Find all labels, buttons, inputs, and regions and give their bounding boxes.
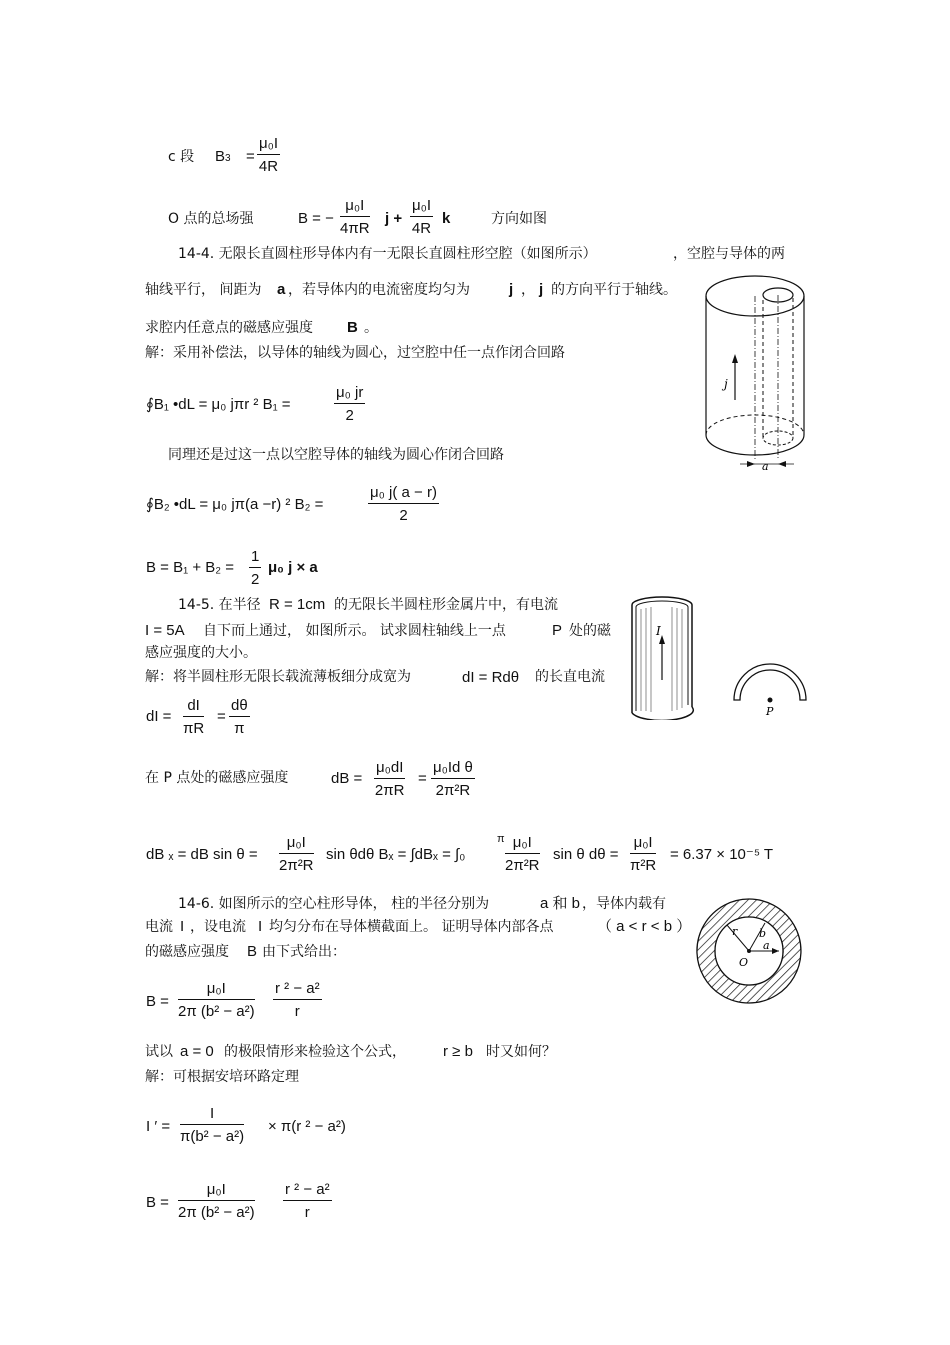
problem-14-6-check-a: 试以 <box>145 1044 173 1060</box>
o-point-vector-j: j + <box>385 210 403 227</box>
problem-14-6-condition-2: r ≥ b <box>443 1043 473 1060</box>
symbol-B: B <box>347 319 358 336</box>
equation-14-4-2: ∮B₂ •dL = μ₀ jπ(a −r) ² B₂ = <box>146 496 324 513</box>
problem-14-6-check-c: 时又如何？ <box>486 1044 556 1060</box>
o-point-lhs: B = − <box>298 210 334 227</box>
problem-14-6-line1-b: ，导体内载有 <box>582 896 666 912</box>
equation-14-5-3-c: sin θ dθ = <box>553 846 619 863</box>
c-segment-label: c 段 <box>168 149 195 165</box>
problem-14-6-line3-b: 由下式给出： <box>262 944 346 960</box>
equation-14-6-3-lhs: B = <box>146 1194 169 1211</box>
o-point-fraction-1: $\frac{\text{μ₀I}}{4\pi R}$ <box>340 197 370 237</box>
problem-14-5-current: I = 5A <box>145 622 185 639</box>
o-point-vector-k: k <box>442 210 451 227</box>
equation-14-5-3-fraction-1: $\frac{\text{μ₀I}}{\text{2π²R}}$ <box>279 834 314 874</box>
c-segment-lhs: B3 <box>215 148 231 165</box>
problem-14-6-radii: a 和 b <box>540 895 581 912</box>
equation-14-4-3-fraction: $\frac{1}{2}$ <box>251 548 260 588</box>
problem-14-4-line2-b: ，若导体内的电流密度均匀为 <box>288 282 470 298</box>
hollow-cylinder-figure <box>693 895 805 1007</box>
figure-label-j: j <box>724 377 728 391</box>
equals-sign: = <box>246 148 255 165</box>
figure-label-O: O <box>739 956 749 969</box>
period: 。 <box>364 320 378 336</box>
symbol-B: B <box>247 943 258 960</box>
c-segment-fraction: $\frac{\text{μ₀I}}{4R}$ <box>258 135 279 175</box>
symbol-a: a <box>277 281 286 298</box>
symbol-j: j <box>539 281 544 298</box>
equation-14-4-1: ∮B₁ •dL = μ₀ jπr ² B₁ = <box>146 396 291 413</box>
problem-14-6-line3-a: 的磁感应强度 <box>145 944 229 960</box>
solution-14-4-step2: 同理还是过这一点以空腔导体的轴线为圆心作闭合回路 <box>168 447 504 463</box>
equation-14-6-1-lhs: B = <box>146 993 169 1010</box>
figure-label-a: a <box>763 939 770 952</box>
equation-14-5-1-fraction-2: $\frac{d\theta}{\pi}$ <box>231 697 248 737</box>
symbol-I: I <box>180 918 185 935</box>
equation-14-5-2-fraction-1: $\frac{\text{μ₀dI}}{2\pi R}$ <box>374 759 405 799</box>
problem-14-6-condition: （ a < r < b ） <box>597 918 692 935</box>
problem-14-5-line2-b: 处的磁 <box>569 623 611 639</box>
equation-14-6-2-right: × π(r ² − a²) <box>268 1118 346 1135</box>
equation-14-5-3-result: = 6.37 × 10⁻⁵ T <box>670 846 774 863</box>
equation-14-6-3-fraction-1: $\frac{\text{μ₀I}}{\text{2π (b² − a²)}}$ <box>178 1181 255 1221</box>
problem-14-6-line2-a: 电流 <box>145 919 173 935</box>
equation-14-5-2-fraction-2: $\frac{\text{μ₀Id θ}}{\text{2π²R}}$ <box>433 759 473 799</box>
equation-14-6-2-fraction: $\frac{I}{\text{π(b² − a²)}}$ <box>180 1105 245 1145</box>
problem-14-5-line2-a: 自下而上通过， 如图所示。 试求圆柱轴线上一点 <box>203 623 506 639</box>
equals-sign: = <box>418 770 427 787</box>
figure-label-r: r <box>732 925 738 938</box>
symbol-j: j <box>509 281 514 298</box>
equation-14-5-3-fraction-3: $\frac{\text{μ₀I}}{\text{π²R}}$ <box>630 834 657 874</box>
problem-14-4-line1: 14-4. 无限长直圆柱形导体内有一无限长直圆柱形空腔（如图所示） <box>178 246 597 262</box>
problem-14-5-line1-a: 14-5. 在半径 <box>178 597 261 613</box>
figure-label-P: P <box>766 705 774 718</box>
problem-14-6-check-b: 的极限情形来检验这个公式， <box>224 1044 406 1060</box>
problem-14-4-line2-c: 的方向平行于轴线。 <box>551 282 677 298</box>
symbol-I: I <box>258 918 263 935</box>
problem-14-6-line2-c: 均匀分布在导体横截面上。 证明导体内部各点 <box>269 919 554 935</box>
solution-14-5-element: dI = Rdθ <box>462 669 520 686</box>
integral-upper-limit: π <box>497 833 505 845</box>
equation-14-5-3-b: sin θdθ Bₓ = ∫dBₓ = ∫₀ <box>326 846 466 863</box>
equation-14-5-2-lhs: dB = <box>331 770 363 787</box>
equation-14-4-2-fraction: $\frac{\text{μ₀ j( a − r)}}{2}$ <box>370 484 437 524</box>
equation-14-5-3-a: dB ₓ = dB sin θ = <box>146 846 258 863</box>
solution-14-6-step1: 解：可根据安培环路定理 <box>145 1069 299 1085</box>
equation-14-6-2-lhs: I ′ = <box>146 1118 171 1135</box>
o-point-direction-note: 方向如图 <box>491 211 547 227</box>
problem-14-5-line3: 感应强度的大小。 <box>145 645 257 661</box>
solution-14-4-step1: 解：采用补偿法，以导体的轴线为圆心，过空腔中任一点作闭合回路 <box>145 345 565 361</box>
separator: ， <box>521 282 535 298</box>
figure-label-b: b <box>759 927 767 940</box>
equation-14-5-1-fraction-1: $\frac{dI}{\pi R}$ <box>183 697 205 737</box>
figure-label-a: a <box>762 460 769 473</box>
cylinder-cavity-figure <box>700 270 810 475</box>
problem-14-6-line1-a: 14-6. 如图所示的空心柱形导体， 柱的半径分别为 <box>178 896 490 912</box>
solution-14-5-step1-a: 解：将半圆柱形无限长载流薄板细分成宽为 <box>145 669 411 685</box>
equation-14-6-1-fraction-2: $\frac{\text{r ² − a²}}{r}$ <box>275 980 320 1020</box>
equation-14-4-3-result: μ₀ j × a <box>268 559 318 576</box>
half-cylinder-figure <box>626 595 696 720</box>
problem-14-5-line1-b: 的无限长半圆柱形金属片中，有电流 <box>334 597 558 613</box>
solution-14-5-step1-b: 的长直电流 <box>535 669 605 685</box>
problem-14-6-limit: a = 0 <box>180 1043 214 1060</box>
symbol-P: P <box>552 622 563 639</box>
equation-14-6-1-fraction-1: $\frac{\text{μ₀I}}{\text{2π (b² − a²)}}$ <box>178 980 255 1020</box>
problem-14-4-line1-end: ，空腔与导体的两 <box>673 246 785 262</box>
equation-14-6-3-fraction-2: $\frac{\text{r ² − a²}}{r}$ <box>285 1181 330 1221</box>
equation-14-5-1-lhs: dI = <box>146 708 172 725</box>
equation-14-4-1-fraction: $\frac{\text{μ₀ jr}}{2}$ <box>336 384 364 424</box>
o-point-fraction-2: $\frac{\text{μ₀I}}{4R}$ <box>411 197 432 237</box>
problem-14-5-radius: R = 1cm <box>269 596 326 613</box>
problem-14-6-line2-b: ，设电流 <box>190 919 246 935</box>
solution-14-5-step2: 在 P 点处的磁感应强度 <box>145 770 289 786</box>
equation-14-4-3: B = B₁ + B₂ = <box>146 559 235 576</box>
figure-label-I: I <box>656 624 661 638</box>
problem-14-4-line2-a: 轴线平行， 间距为 <box>145 282 262 298</box>
problem-14-4-line3: 求腔内任意点的磁感应强度 <box>145 320 313 336</box>
o-point-label: O 点的总场强 <box>168 211 254 227</box>
equals-sign: = <box>217 708 226 725</box>
half-ring-cross-section <box>730 660 810 720</box>
equation-14-5-3-fraction-2: $\frac{\text{μ₀I}}{\text{2π²R}}$ <box>505 834 540 874</box>
